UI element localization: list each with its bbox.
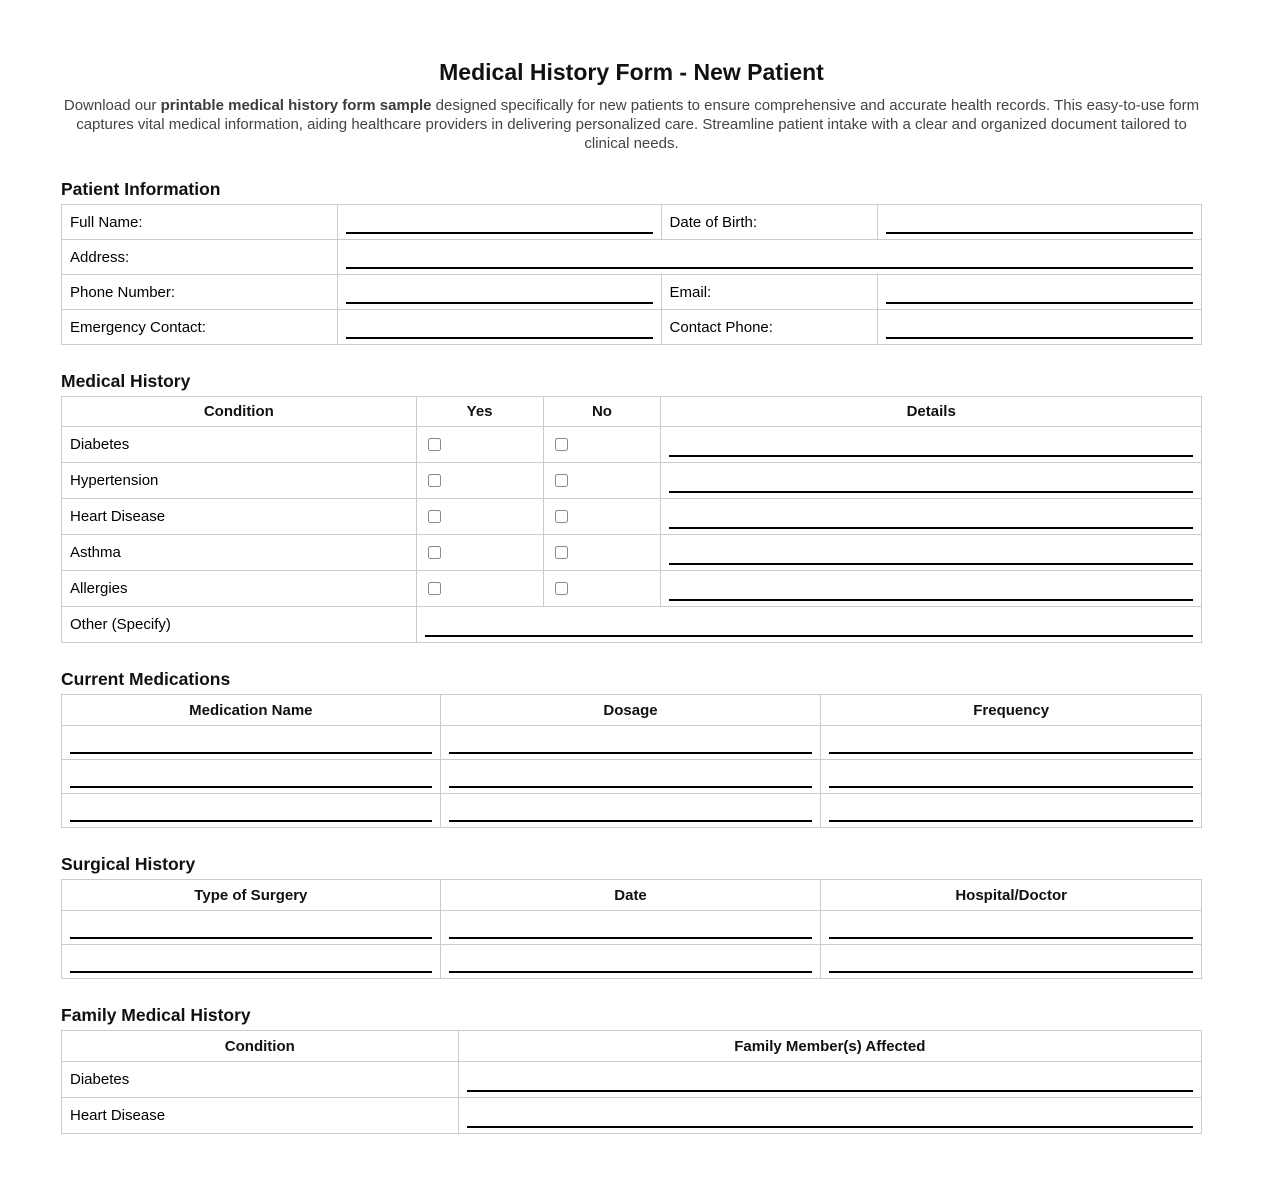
table-header-row: [62, 880, 1202, 911]
table-row: [62, 911, 1202, 945]
allergies-yes-checkbox[interactable]: [428, 582, 441, 595]
table-row: [62, 726, 1202, 760]
page-title: Medical History Form - New Patient: [439, 59, 824, 85]
hypertension-yes-cell: [416, 463, 543, 499]
col-header-yes: Yes: [416, 397, 543, 427]
section-heading-family-medical-history: Family Medical History: [61, 1005, 251, 1025]
medical-history-table: [61, 396, 1202, 643]
family-medical-history-table: [61, 1030, 1202, 1134]
surgery-date-line: [449, 971, 813, 973]
condition-label-heart-disease: Heart Disease: [62, 499, 417, 535]
type-of-surgery-cell: [62, 911, 441, 945]
asthma-no-cell: [543, 535, 661, 571]
type-of-surgery-line: [70, 937, 432, 939]
table-row-other: [62, 607, 1202, 643]
diabetes-no-cell: [543, 427, 661, 463]
diabetes-no-checkbox[interactable]: [555, 438, 568, 451]
medication-name-line: [70, 786, 432, 788]
table-row: [62, 240, 1202, 275]
table-header-row: [62, 695, 1202, 726]
hospital-doctor-line: [829, 971, 1193, 973]
col-header-date: Date: [440, 880, 821, 911]
table-row-heart-disease: [62, 499, 1202, 535]
frequency-cell: [821, 794, 1202, 828]
field-label-phone-number: Phone Number:: [62, 275, 338, 310]
medication-name-line: [70, 752, 432, 754]
diabetes-details-line: [669, 455, 1193, 457]
table-row-asthma: [62, 535, 1202, 571]
section-heading-surgical-history: Surgical History: [61, 854, 196, 874]
field-label-date-of-birth: Date of Birth:: [661, 205, 878, 240]
field-label-emergency-contact: Emergency Contact:: [62, 310, 338, 345]
diabetes-yes-checkbox[interactable]: [428, 438, 441, 451]
asthma-no-checkbox[interactable]: [555, 546, 568, 559]
table-row-diabetes: [62, 427, 1202, 463]
table-row-allergies: [62, 571, 1202, 607]
allergies-no-cell: [543, 571, 661, 607]
condition-label-hypertension: Hypertension: [62, 463, 417, 499]
dosage-line: [449, 752, 813, 754]
medication-name-cell: [62, 794, 441, 828]
field-label-email: Email:: [661, 275, 878, 310]
section-heading-medical-history: Medical History: [61, 371, 191, 391]
phone-number-line: [346, 302, 653, 304]
heart-disease-yes-checkbox[interactable]: [428, 510, 441, 523]
table-row: [62, 945, 1202, 979]
col-header-family-condition: Condition: [62, 1031, 459, 1062]
diabetes-yes-cell: [416, 427, 543, 463]
frequency-line: [829, 786, 1193, 788]
other-specify-line: [425, 635, 1193, 637]
emergency-contact-line: [346, 337, 653, 339]
col-header-family-members-affected: Family Member(s) Affected: [458, 1031, 1201, 1062]
allergies-details-line: [669, 599, 1193, 601]
table-row: [62, 205, 1202, 240]
hypertension-no-cell: [543, 463, 661, 499]
form-document: [0, 58, 1263, 1134]
section-heading-current-medications: Current Medications: [61, 669, 231, 689]
table-row: [62, 794, 1202, 828]
contact-phone-line: [886, 337, 1193, 339]
family-condition-label-heart-disease: Heart Disease: [62, 1098, 459, 1134]
table-header-row: [62, 397, 1202, 427]
col-header-frequency: Frequency: [821, 695, 1202, 726]
frequency-line: [829, 820, 1193, 822]
type-of-surgery-cell: [62, 945, 441, 979]
allergies-no-checkbox[interactable]: [555, 582, 568, 595]
asthma-details-cell: [661, 535, 1202, 571]
hypertension-yes-checkbox[interactable]: [428, 474, 441, 487]
intro-text: [61, 96, 1202, 153]
hospital-doctor-cell: [821, 945, 1202, 979]
asthma-yes-cell: [416, 535, 543, 571]
email-line: [886, 302, 1193, 304]
allergies-details-cell: [661, 571, 1202, 607]
frequency-line: [829, 752, 1193, 754]
heart-disease-details-line: [669, 527, 1193, 529]
condition-label-allergies: Allergies: [62, 571, 417, 607]
section-heading-patient-information: Patient Information: [61, 179, 221, 199]
condition-label-asthma: Asthma: [62, 535, 417, 571]
surgical-history-table: [61, 879, 1202, 979]
hospital-doctor-cell: [821, 911, 1202, 945]
asthma-yes-checkbox[interactable]: [428, 546, 441, 559]
dosage-line: [449, 820, 813, 822]
heart-disease-yes-cell: [416, 499, 543, 535]
intro-suffix: designed specifically for new patients to ensure comprehensive and accurate health records. This easy-to-use form captures vital medical information, aiding healthcare providers in delivering personalized care. Streamline patient intake with a clear and organized document tailored to clinical needs.: [76, 97, 1200, 152]
table-row-hypertension: [62, 463, 1202, 499]
medication-name-cell: [62, 760, 441, 794]
type-of-surgery-line: [70, 971, 432, 973]
table-row-family-heart-disease: [62, 1098, 1202, 1134]
phone-number-cell: [337, 275, 661, 310]
email-cell: [878, 275, 1202, 310]
diabetes-details-cell: [661, 427, 1202, 463]
date-of-birth-line: [886, 232, 1193, 234]
date-of-birth-cell: [878, 205, 1202, 240]
condition-label-diabetes: Diabetes: [62, 427, 417, 463]
col-header-no: No: [543, 397, 661, 427]
table-row-family-diabetes: [62, 1062, 1202, 1098]
col-header-type-of-surgery: Type of Surgery: [62, 880, 441, 911]
dosage-cell: [440, 726, 821, 760]
full-name-line: [346, 232, 653, 234]
contact-phone-cell: [878, 310, 1202, 345]
col-header-hospital-doctor: Hospital/Doctor: [821, 880, 1202, 911]
hospital-doctor-line: [829, 937, 1193, 939]
hypertension-details-line: [669, 491, 1193, 493]
surgery-date-cell: [440, 911, 821, 945]
family-affected-line: [467, 1126, 1193, 1128]
col-header-medication-name: Medication Name: [62, 695, 441, 726]
current-medications-table: [61, 694, 1202, 828]
heart-disease-details-cell: [661, 499, 1202, 535]
family-affected-line: [467, 1090, 1193, 1092]
dosage-line: [449, 786, 813, 788]
patient-information-table: [61, 204, 1202, 345]
address-line: [346, 267, 1193, 269]
full-name-cell: [337, 205, 661, 240]
emergency-contact-cell: [337, 310, 661, 345]
heart-disease-no-checkbox[interactable]: [555, 510, 568, 523]
field-label-contact-phone: Contact Phone:: [661, 310, 878, 345]
heart-disease-no-cell: [543, 499, 661, 535]
table-header-row: [62, 1031, 1202, 1062]
family-affected-cell: [458, 1098, 1201, 1134]
address-cell: [337, 240, 1201, 275]
hypertension-no-checkbox[interactable]: [555, 474, 568, 487]
asthma-details-line: [669, 563, 1193, 565]
intro-bold-phrase: printable medical history form sample: [160, 97, 432, 114]
field-label-address: Address:: [62, 240, 338, 275]
dosage-cell: [440, 760, 821, 794]
surgery-date-cell: [440, 945, 821, 979]
table-row: [62, 275, 1202, 310]
intro-prefix: Download our: [63, 97, 161, 114]
field-label-full-name: Full Name:: [62, 205, 338, 240]
family-affected-cell: [458, 1062, 1201, 1098]
col-header-dosage: Dosage: [440, 695, 821, 726]
col-header-condition: Condition: [62, 397, 417, 427]
table-row: [62, 310, 1202, 345]
dosage-cell: [440, 794, 821, 828]
hypertension-details-cell: [661, 463, 1202, 499]
allergies-yes-cell: [416, 571, 543, 607]
family-condition-label-diabetes: Diabetes: [62, 1062, 459, 1098]
medication-name-line: [70, 820, 432, 822]
frequency-cell: [821, 726, 1202, 760]
table-row: [62, 760, 1202, 794]
frequency-cell: [821, 760, 1202, 794]
col-header-details: Details: [661, 397, 1202, 427]
medication-name-cell: [62, 726, 441, 760]
surgery-date-line: [449, 937, 813, 939]
other-specify-cell: [416, 607, 1201, 643]
condition-label-other-specify: Other (Specify): [62, 607, 417, 643]
